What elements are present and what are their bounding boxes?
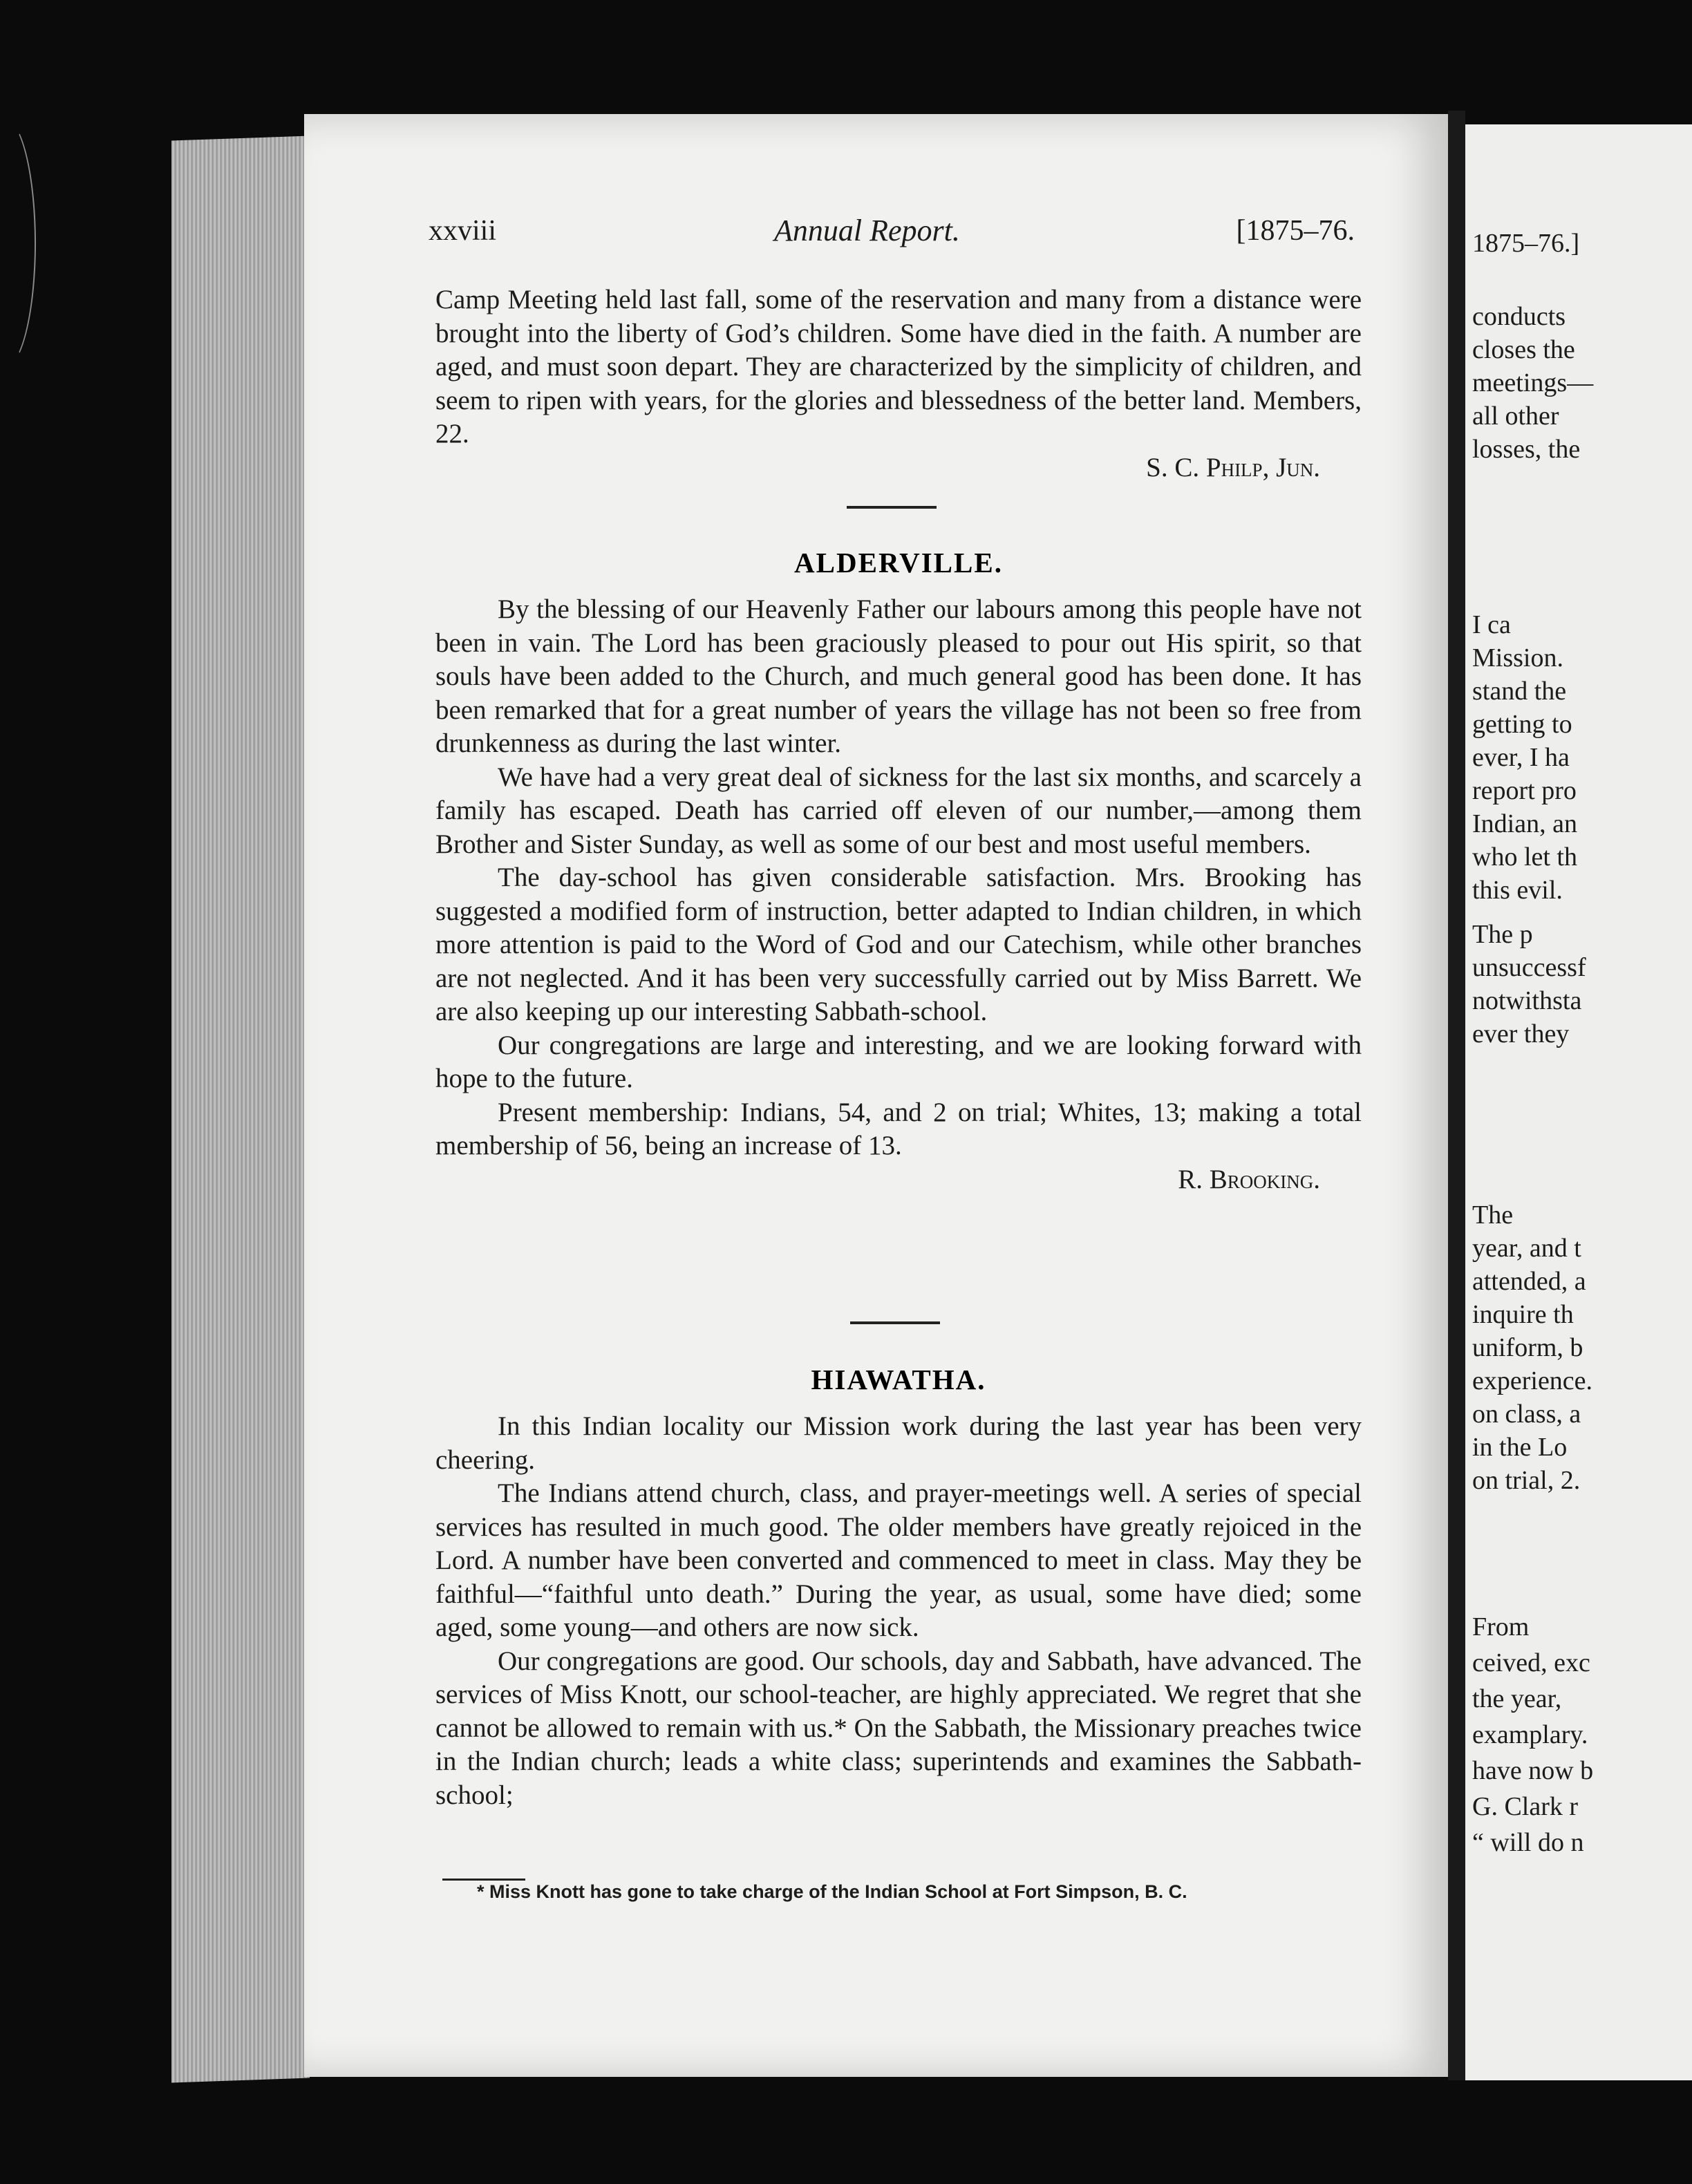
intro-signature: S. C. Philp, Jun. bbox=[1146, 452, 1320, 482]
right-page-line: unsuccessf bbox=[1472, 953, 1586, 982]
intro-paragraph: Camp Meeting held last fall, some of the reservation and many from a distance were brought into the liberty of God’s children. Some have died in the faith. A number are aged, and must soon depart. They are characterized by the simplicity of children, and seem to ripen with years, for the glories and blessedness of the better land. Members, 22. bbox=[435, 285, 1362, 449]
right-page-line: ever, I ha bbox=[1472, 743, 1570, 772]
film-scratch bbox=[0, 117, 36, 369]
page-header bbox=[429, 214, 1355, 256]
right-page-line: report pro bbox=[1472, 776, 1577, 805]
page-number: xxviii bbox=[429, 215, 497, 247]
right-page-line: The p bbox=[1472, 920, 1533, 949]
alderville-paragraph: We have had a very great deal of sickness for the last six months, and scarcely a family has escaped. Death has carried off eleven of our number,—among them Brother and Sister Sunday, as well as some of our best and most useful members. bbox=[435, 762, 1362, 859]
right-page-line: notwithsta bbox=[1472, 986, 1582, 1015]
right-page-line: year, and t bbox=[1472, 1234, 1581, 1263]
right-page-line: conducts bbox=[1472, 302, 1566, 331]
right-page-line: on trial, 2. bbox=[1472, 1466, 1581, 1495]
alderville-heading: ALDERVILLE. bbox=[794, 547, 1003, 578]
section-divider bbox=[850, 1321, 940, 1324]
right-page-line: The bbox=[1472, 1201, 1514, 1230]
right-page-line: on class, a bbox=[1472, 1400, 1581, 1429]
footnote-rule bbox=[442, 1879, 525, 1881]
book-page-edges bbox=[171, 136, 310, 2083]
right-page-line: I ca bbox=[1472, 610, 1511, 639]
alderville-signature: R. Brooking. bbox=[1178, 1164, 1320, 1194]
right-page-line: Mission. bbox=[1472, 643, 1563, 672]
right-page-line: in the Lo bbox=[1472, 1433, 1568, 1462]
right-page-line: stand the bbox=[1472, 677, 1567, 706]
footnote: * Miss Knott has gone to take charge of the Indian School at Fort Simpson, B. C. bbox=[477, 1881, 1187, 1902]
right-page-line: the year, bbox=[1472, 1684, 1562, 1713]
hiawatha-paragraph: In this Indian locality our Mission work during the last year has been very cheering. bbox=[435, 1411, 1362, 1475]
right-page-line: “ will do n bbox=[1472, 1828, 1584, 1857]
alderville-section bbox=[435, 593, 1362, 1196]
book-gutter bbox=[1448, 111, 1465, 2080]
hiawatha-section bbox=[435, 1410, 1362, 1812]
right-page-line: examplary. bbox=[1472, 1720, 1588, 1749]
alderville-paragraph: Our congregations are large and interesting, and we are looking forward with hope to the future. bbox=[435, 1030, 1362, 1093]
right-page-line: ever they bbox=[1472, 1019, 1570, 1048]
right-page-line: 1875–76.] bbox=[1472, 229, 1580, 258]
right-page-line: losses, the bbox=[1472, 435, 1581, 464]
hiawatha-paragraph: The Indians attend church, class, and prayer-meetings well. A series of special services has resulted in much good. The older members have greatly rejoiced in the Lord. A number have been converted and commenced to meet in class. May they be faithful—“faithful unto death.” During the year, as usual, some have died; some aged, some young—and others are now sick. bbox=[435, 1478, 1362, 1642]
hiawatha-paragraph: Our congregations are good. Our schools, day and Sabbath, have advanced. The services of Miss Knott, our school-teacher, are highly appreciated. We regret that she cannot be allowed to remain with us.* On the Sabbath, the Missionary preaches twice in the Indian church; leads a white class; superintends and examines the Sabbath-school; bbox=[435, 1646, 1362, 1810]
running-title: Annual Report. bbox=[774, 214, 960, 247]
right-page-line: ceived, exc bbox=[1472, 1648, 1590, 1677]
alderville-paragraph: The day-school has given considerable satisfaction. Mrs. Brooking has suggested a modified form of instruction, better adapted to Indian children, in which more attention is paid to the Word of God and our Catechism, while other branches are not neglected. And it has been very successfully carried out by Miss Barrett. We are also keeping up our interesting Sabbath-school. bbox=[435, 863, 1362, 1026]
section-divider bbox=[847, 506, 937, 509]
right-page-line: uniform, b bbox=[1472, 1333, 1583, 1362]
right-page-line: inquire th bbox=[1472, 1300, 1574, 1329]
right-page-line: meetings— bbox=[1472, 368, 1594, 397]
header-year: [1875–76. bbox=[1236, 215, 1355, 247]
right-page-line: G. Clark r bbox=[1472, 1792, 1579, 1821]
right-page-line: Indian, an bbox=[1472, 809, 1577, 838]
intro-section bbox=[435, 283, 1362, 484]
right-page-line: experience. bbox=[1472, 1366, 1593, 1395]
right-page-line: closes the bbox=[1472, 335, 1575, 364]
right-page-line: have now b bbox=[1472, 1756, 1594, 1785]
alderville-paragraph: Present membership: Indians, 54, and 2 on trial; Whites, 13; making a total membership of 56, being an increase of 13. bbox=[435, 1097, 1362, 1160]
hiawatha-heading: HIAWATHA. bbox=[811, 1364, 986, 1395]
right-page-line: all other bbox=[1472, 402, 1559, 431]
right-page-line: this evil. bbox=[1472, 876, 1563, 905]
right-page-line: who let th bbox=[1472, 842, 1577, 872]
alderville-paragraph: By the blessing of our Heavenly Father our labours among this people have not been in vain. The Lord has been graciously pleased to pour out His spirit, so that souls have been added to the Church, and much general good has been done. It has been remarked that for a great number of years the village has not been so free from drunkenness as during the last winter. bbox=[435, 594, 1362, 758]
right-page-line: attended, a bbox=[1472, 1267, 1586, 1296]
right-page-line: getting to bbox=[1472, 710, 1572, 739]
right-page-line: From bbox=[1472, 1612, 1530, 1641]
